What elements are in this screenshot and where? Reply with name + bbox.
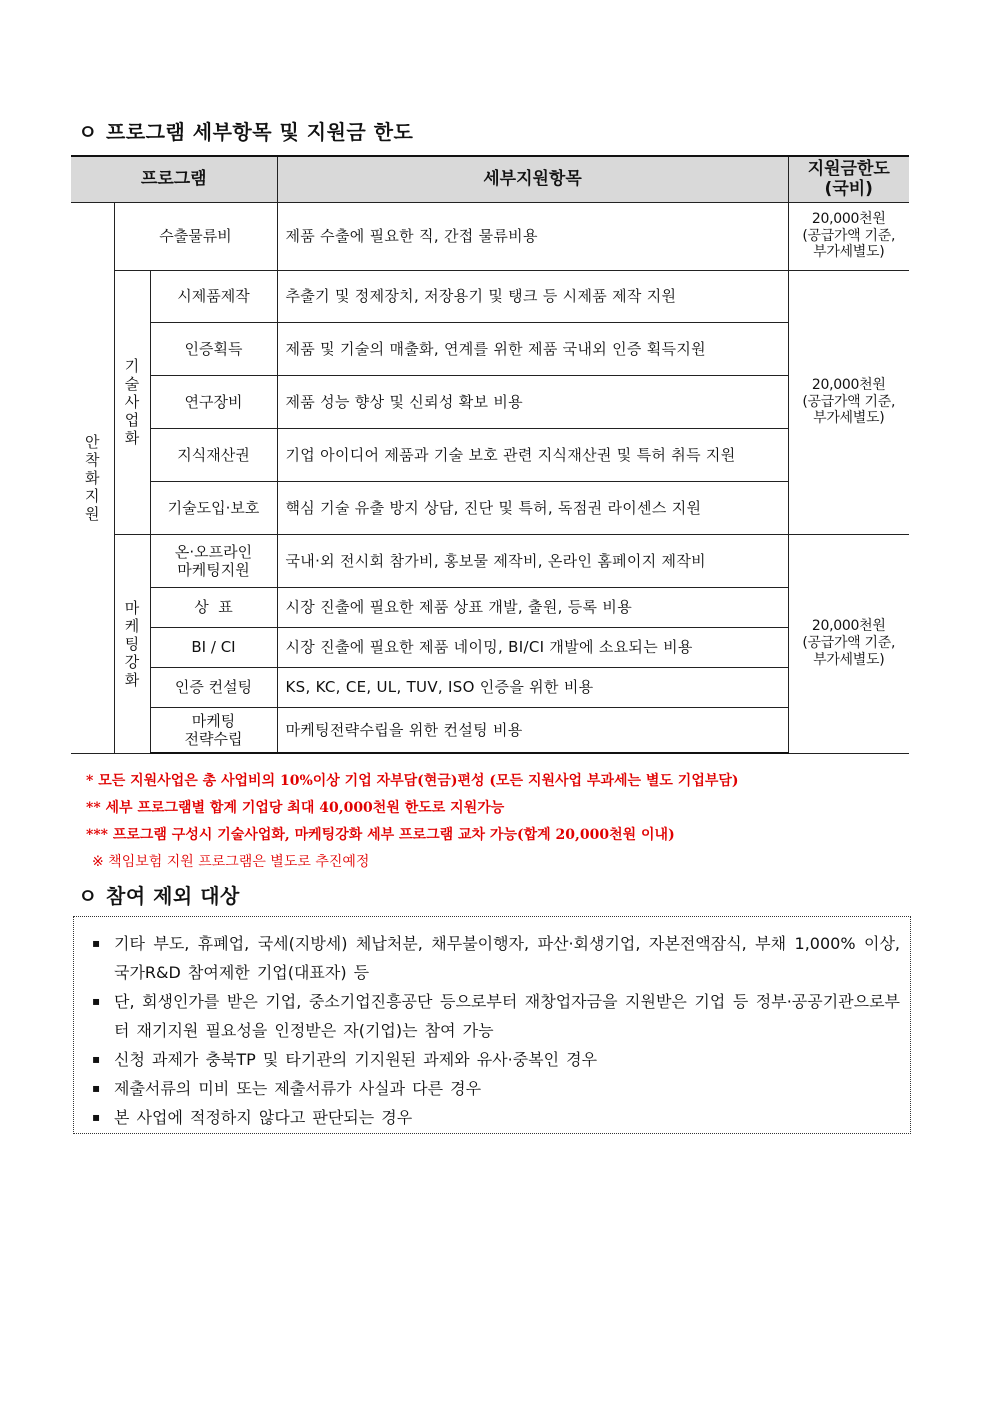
header-detail: 세부지원항목 bbox=[277, 156, 788, 202]
program-name-line1: 마케팅 bbox=[191, 711, 236, 730]
list-item-text: 단, 회생인가를 받은 기업, 중소기업진흥공단 등으로부터 재창업자금을 지원받은 기업 등 정부·공공기관으로부터 재기지원 필요성을 인정받은 자(기업)는 참여 가능 bbox=[114, 992, 900, 1040]
limit-amount: 20,000천원 bbox=[811, 376, 886, 393]
program-name: 연구장비 bbox=[150, 375, 277, 428]
limit-amount: 20,000천원 bbox=[811, 210, 886, 227]
program-limit bbox=[788, 202, 909, 270]
table-row bbox=[71, 375, 909, 428]
list-item bbox=[92, 929, 900, 987]
table-row bbox=[71, 481, 909, 534]
group-char: 화 bbox=[124, 429, 140, 447]
list-item bbox=[92, 1103, 900, 1132]
table-row bbox=[71, 627, 909, 667]
group-char: 착 bbox=[85, 450, 100, 469]
list-item-text: 본 사업에 적정하지 않다고 판단되는 경우 bbox=[114, 1108, 413, 1127]
square-bullet-icon: ▪ bbox=[92, 936, 101, 950]
group-char: 업 bbox=[124, 411, 140, 429]
table-row bbox=[71, 202, 909, 270]
list-item bbox=[92, 1074, 900, 1103]
program-table bbox=[71, 155, 909, 754]
table-row bbox=[71, 270, 909, 322]
limit-vat: 부가세별도) bbox=[813, 244, 885, 261]
square-bullet-icon: ▪ bbox=[92, 994, 101, 1008]
program-name bbox=[150, 534, 277, 587]
note-1: * 모든 지원사업은 총 사업비의 10%이상 기업 자부담(현금)편성 (모든 지원사업 부과세는 별도 기업부담) bbox=[86, 773, 739, 789]
list-item bbox=[92, 1045, 900, 1074]
table-row bbox=[71, 534, 909, 587]
circle-bullet: ㅇ bbox=[78, 884, 98, 908]
group-char: 마 bbox=[124, 598, 140, 617]
limit-vat: 부가세별도) bbox=[813, 410, 885, 427]
program-name: 시제품제작 bbox=[150, 270, 277, 322]
program-name: 지식재산권 bbox=[150, 428, 277, 481]
limit-vat: 부가세별도) bbox=[813, 651, 885, 668]
group-char: 사 bbox=[124, 393, 140, 411]
program-detail: KS, KC, CE, UL, TUV, ISO 인증을 위한 비용 bbox=[277, 667, 788, 707]
group-char: 화 bbox=[85, 468, 100, 487]
program-detail: 제품 성능 향상 및 신뢰성 확보 비용 bbox=[277, 375, 788, 428]
program-name: BI / CI bbox=[150, 627, 277, 667]
header-limit-line2: (국비) bbox=[824, 179, 873, 200]
square-bullet-icon: ▪ bbox=[92, 1052, 101, 1066]
program-name: 인증 컨설팅 bbox=[150, 667, 277, 707]
program-name-line2: 전략수립 bbox=[184, 729, 243, 748]
group-char: 강 bbox=[124, 652, 140, 671]
table-row bbox=[71, 587, 909, 627]
program-name: 상 표 bbox=[150, 587, 277, 627]
group-char: 지 bbox=[85, 486, 100, 505]
program-detail: 마케팅전략수립을 위한 컨설팅 비용 bbox=[277, 707, 788, 753]
list-item-text: 기타 부도, 휴폐업, 국세(지방세) 체납처분, 채무불이행자, 파산·회생기업, 자본전액잠식, 부채 1,000% 이상, 국가R&D 참여제한 기업(대표자) 등 bbox=[114, 934, 900, 982]
section-title-text: 참여 제외 대상 bbox=[106, 884, 240, 908]
square-bullet-icon: ▪ bbox=[92, 1081, 101, 1095]
program-detail: 제품 수출에 필요한 직, 간접 물류비용 bbox=[277, 202, 788, 270]
group-label-main bbox=[71, 202, 114, 753]
list-item-text: 제출서류의 미비 또는 제출서류가 사실과 다른 경우 bbox=[114, 1079, 482, 1098]
group-char: 술 bbox=[124, 375, 140, 393]
header-program: 프로그램 bbox=[71, 156, 277, 202]
table-header-row bbox=[71, 156, 909, 202]
program-detail: 추출기 및 정제장치, 저장용기 및 탱크 등 시제품 제작 지원 bbox=[277, 270, 788, 322]
group-char: 기 bbox=[124, 357, 140, 375]
program-detail: 핵심 기술 유출 방지 상담, 진단 및 특허, 독점권 라이센스 지원 bbox=[277, 481, 788, 534]
note-3: *** 프로그램 구성시 기술사업화, 마케팅강화 세부 프로그램 교차 가능(합계 20,000천원 이내) bbox=[86, 827, 675, 843]
group-char: 화 bbox=[124, 670, 140, 689]
program-name bbox=[150, 707, 277, 753]
group-char: 안 bbox=[85, 432, 100, 451]
table-row bbox=[71, 707, 909, 753]
table-row bbox=[71, 428, 909, 481]
group-label-tech bbox=[114, 270, 150, 534]
group-char: 케 bbox=[124, 616, 140, 635]
section-title-exclusions bbox=[78, 880, 240, 909]
square-bullet-icon: ▪ bbox=[92, 1110, 101, 1124]
limit-basis: (공급가액 기준, bbox=[802, 393, 896, 410]
program-limit bbox=[788, 270, 909, 534]
section-title-text: 프로그램 세부항목 및 지원금 한도 bbox=[106, 120, 414, 144]
group-char: 원 bbox=[85, 504, 100, 523]
header-limit-line1: 지원금한도 bbox=[807, 158, 890, 179]
program-detail: 국내·외 전시회 참가비, 홍보물 제작비, 온라인 홈페이지 제작비 bbox=[277, 534, 788, 587]
program-detail: 기업 아이디어 제품과 기술 보호 관련 지식재산권 및 특허 취득 지원 bbox=[277, 428, 788, 481]
table-row bbox=[71, 667, 909, 707]
program-detail: 시장 진출에 필요한 제품 네이밍, BI/CI 개발에 소요되는 비용 bbox=[277, 627, 788, 667]
note-4: ※ 책임보험 지원 프로그램은 별도로 추진예정 bbox=[92, 854, 370, 870]
note-2: ** 세부 프로그램별 합계 기업당 최대 40,000천원 한도로 지원가능 bbox=[86, 800, 505, 816]
program-name: 수출물류비 bbox=[114, 202, 277, 270]
program-detail: 제품 및 기술의 매출화, 연계를 위한 제품 국내외 인증 획득지원 bbox=[277, 322, 788, 375]
limit-basis: (공급가액 기준, bbox=[802, 227, 896, 244]
group-char: 팅 bbox=[124, 634, 140, 653]
exclusion-list bbox=[73, 916, 911, 1134]
table-row bbox=[71, 322, 909, 375]
program-limit bbox=[788, 534, 909, 753]
limit-amount: 20,000천원 bbox=[811, 618, 886, 635]
program-name-line1: 온·오프라인 bbox=[174, 542, 253, 561]
section-title-programs bbox=[78, 116, 413, 145]
list-item bbox=[92, 987, 900, 1045]
program-name-line2: 마케팅지원 bbox=[177, 560, 250, 579]
program-name: 기술도입·보호 bbox=[150, 481, 277, 534]
limit-basis: (공급가액 기준, bbox=[802, 635, 896, 652]
program-detail: 시장 진출에 필요한 제품 상표 개발, 출원, 등록 비용 bbox=[277, 587, 788, 627]
circle-bullet: ㅇ bbox=[78, 120, 98, 144]
list-item-text: 신청 과제가 충북TP 및 타기관의 기지원된 과제와 유사·중복인 경우 bbox=[114, 1050, 598, 1069]
notes bbox=[86, 768, 739, 876]
group-label-marketing bbox=[114, 534, 150, 753]
header-limit bbox=[788, 156, 909, 202]
program-name: 인증획득 bbox=[150, 322, 277, 375]
